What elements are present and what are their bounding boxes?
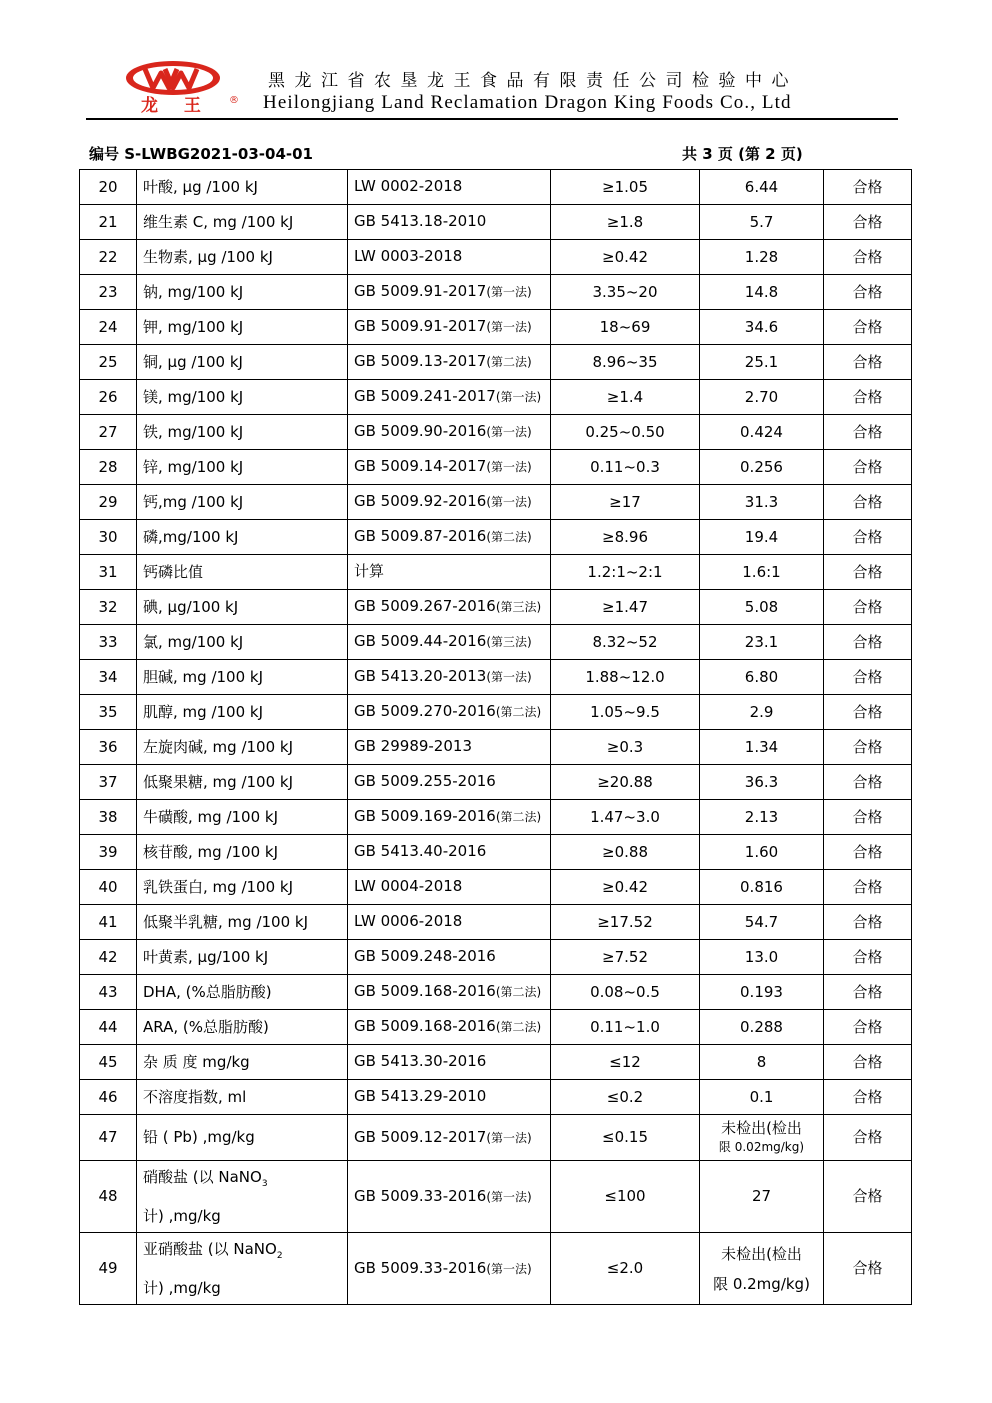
row-number: 25 [80,345,137,380]
test-result: 27 [700,1161,824,1233]
test-result: 31.3 [700,485,824,520]
result-main: 未检出(检出 [721,1118,802,1137]
method-code: GB 5009.14-2017 [354,457,487,475]
conclusion: 合格 [824,835,912,870]
method-code: GB 5009.255-2016 [354,772,496,790]
row-number: 44 [80,1010,137,1045]
row-number: 39 [80,835,137,870]
table-row [80,660,912,695]
test-method [348,1010,551,1045]
row-number: 46 [80,1080,137,1115]
method-note: (第一法) [486,425,532,439]
row-number: 29 [80,485,137,520]
method-code: GB 5413.20-2013 [354,667,487,685]
row-number: 30 [80,520,137,555]
row-number: 21 [80,205,137,240]
method-code: GB 5413.30-2016 [354,1052,487,1070]
table-row [80,1080,912,1115]
table-row [80,205,912,240]
test-item: 叶黄素, μg/100 kJ [137,940,348,975]
test-method [348,870,551,905]
test-item: 叶酸, μg /100 kJ [137,170,348,205]
method-note: (第一法) [486,285,532,299]
test-item: 胆碱, mg /100 kJ [137,660,348,695]
method-code: GB 5009.33-2016 [354,1186,487,1205]
table-row [80,485,912,520]
test-method [348,205,551,240]
method-code: GB 5009.44-2016 [354,632,487,650]
test-method [348,625,551,660]
row-number: 23 [80,275,137,310]
method-note: (第二法) [495,985,542,999]
standard-value: ≥1.8 [551,205,700,240]
test-result: 14.8 [700,275,824,310]
item-line2: 计) ,mg/kg [143,1279,221,1297]
method-note: (第一法) [486,1130,532,1145]
test-item [137,1233,348,1305]
row-number: 27 [80,415,137,450]
standard-value: ≥0.42 [551,870,700,905]
test-method [348,310,551,345]
standard-value: 8.96~35 [551,345,700,380]
table-row [80,1161,912,1233]
table-row [80,835,912,870]
standard-value: ≤12 [551,1045,700,1080]
test-result: 0.816 [700,870,824,905]
conclusion: 合格 [824,170,912,205]
test-item: DHA, (%总脂肪酸) [137,975,348,1010]
header-divider [86,118,898,120]
table-row [80,310,912,345]
test-item: 铅 ( Pb) ,mg/kg [137,1115,348,1161]
item-line1: 亚硝酸盐 (以 NaNO [143,1240,277,1258]
standard-value: 3.35~20 [551,275,700,310]
conclusion: 合格 [824,975,912,1010]
standard-value: 8.32~52 [551,625,700,660]
test-item: 不溶度指数, ml [137,1080,348,1115]
test-item: 铜, μg /100 kJ [137,345,348,380]
conclusion: 合格 [824,345,912,380]
table-row [80,415,912,450]
standard-value: ≤100 [551,1161,700,1233]
method-code: 计算 [354,562,385,580]
standard-value: 0.11~0.3 [551,450,700,485]
test-method [348,905,551,940]
standard-value: 0.11~1.0 [551,1010,700,1045]
test-item: 镁, mg/100 kJ [137,380,348,415]
conclusion: 合格 [824,415,912,450]
test-item: 左旋肉碱, mg /100 kJ [137,730,348,765]
method-code: GB 5009.12-2017 [354,1127,487,1146]
test-method [348,590,551,625]
test-result: 1.60 [700,835,824,870]
item-subscript: 3 [261,1179,268,1189]
method-note: (第一法) [486,1261,532,1276]
conclusion: 合格 [824,625,912,660]
standard-value: 1.88~12.0 [551,660,700,695]
test-method [348,695,551,730]
standard-value: ≥0.88 [551,835,700,870]
conclusion: 合格 [824,660,912,695]
table-row [80,240,912,275]
table-row [80,765,912,800]
test-result [700,1233,824,1305]
conclusion: 合格 [824,1161,912,1233]
test-result: 1.6:1 [700,555,824,590]
standard-value: ≥1.4 [551,380,700,415]
conclusion: 合格 [824,1115,912,1161]
test-method [348,660,551,695]
test-result [700,1115,824,1161]
row-number: 49 [80,1233,137,1305]
standard-value: 1.2:1~2:1 [551,555,700,590]
conclusion: 合格 [824,765,912,800]
test-result: 34.6 [700,310,824,345]
test-result: 0.193 [700,975,824,1010]
method-code: GB 5009.267-2016 [354,597,496,615]
results-table [79,169,912,1305]
method-note: (第一法) [495,390,542,404]
row-number: 26 [80,380,137,415]
item-subscript: 2 [276,1251,283,1261]
method-note: (第二法) [486,530,532,544]
page-info: 共 3 页 (第 2 页) [682,145,803,163]
test-item: 生物素, μg /100 kJ [137,240,348,275]
table-row [80,1010,912,1045]
standard-value: ≤2.0 [551,1233,700,1305]
method-code: LW 0003-2018 [354,247,463,265]
table-row [80,1115,912,1161]
test-item: 核苷酸, mg /100 kJ [137,835,348,870]
method-code: LW 0004-2018 [354,877,463,895]
test-result: 0.256 [700,450,824,485]
table-row [80,695,912,730]
conclusion: 合格 [824,450,912,485]
conclusion: 合格 [824,870,912,905]
method-code: GB 5009.248-2016 [354,947,496,965]
test-method [348,730,551,765]
standard-value: 0.08~0.5 [551,975,700,1010]
test-method [348,520,551,555]
method-note: (第一法) [486,1189,532,1204]
standard-value: ≤0.15 [551,1115,700,1161]
test-result: 0.1 [700,1080,824,1115]
test-method [348,555,551,590]
test-method [348,380,551,415]
row-number: 40 [80,870,137,905]
method-code: GB 5413.40-2016 [354,842,487,860]
row-number: 37 [80,765,137,800]
method-code: GB 5413.18-2010 [354,212,487,230]
conclusion: 合格 [824,940,912,975]
test-result: 6.80 [700,660,824,695]
standard-value: ≥0.42 [551,240,700,275]
test-item: 肌醇, mg /100 kJ [137,695,348,730]
conclusion: 合格 [824,275,912,310]
standard-value: 1.47~3.0 [551,800,700,835]
method-code: GB 5413.29-2010 [354,1087,487,1105]
item-line1: 硝酸盐 (以 NaNO [143,1168,262,1186]
table-row [80,1045,912,1080]
test-item: 维生素 C, mg /100 kJ [137,205,348,240]
results-table-body [80,170,912,1305]
standard-value: ≥1.47 [551,590,700,625]
svg-text:®: ® [229,95,239,106]
test-method [348,275,551,310]
method-note: (第二法) [495,705,542,719]
test-item: 杂 质 度 mg/kg [137,1045,348,1080]
test-item: 磷,mg/100 kJ [137,520,348,555]
conclusion: 合格 [824,1233,912,1305]
test-result: 8 [700,1045,824,1080]
test-result: 23.1 [700,625,824,660]
company-name-english: Heilongjiang Land Reclamation Dragon King Foods Co., Ltd [263,92,792,113]
test-result: 1.34 [700,730,824,765]
conclusion: 合格 [824,555,912,590]
standard-value: ≥1.05 [551,170,700,205]
row-number: 31 [80,555,137,590]
report-number: 编号 S-LWBG2021-03-04-01 [89,145,313,163]
conclusion: 合格 [824,205,912,240]
test-method [348,1115,551,1161]
method-note: (第三法) [486,635,532,649]
method-note: (第一法) [486,670,532,684]
row-number: 33 [80,625,137,660]
conclusion: 合格 [824,520,912,555]
test-result: 2.9 [700,695,824,730]
method-code: GB 5009.13-2017 [354,352,487,370]
test-method [348,940,551,975]
test-method [348,415,551,450]
test-result: 54.7 [700,905,824,940]
test-result: 6.44 [700,170,824,205]
table-row [80,975,912,1010]
test-result: 0.288 [700,1010,824,1045]
result-main: 未检出(检出 [721,1244,802,1263]
test-method [348,1161,551,1233]
test-item: 牛磺酸, mg /100 kJ [137,800,348,835]
test-method [348,345,551,380]
test-item: 氯, mg/100 kJ [137,625,348,660]
test-item: 低聚果糖, mg /100 kJ [137,765,348,800]
test-method [348,450,551,485]
row-number: 36 [80,730,137,765]
row-number: 45 [80,1045,137,1080]
table-row [80,450,912,485]
test-method [348,240,551,275]
test-method [348,1080,551,1115]
row-number: 43 [80,975,137,1010]
table-row [80,380,912,415]
method-note: (第三法) [495,600,542,614]
method-note: (第一法) [486,460,532,474]
test-result: 19.4 [700,520,824,555]
row-number: 41 [80,905,137,940]
test-result: 13.0 [700,940,824,975]
method-code: GB 5009.33-2016 [354,1258,487,1277]
table-row [80,625,912,660]
row-number: 34 [80,660,137,695]
standard-value: 0.25~0.50 [551,415,700,450]
row-number: 48 [80,1161,137,1233]
conclusion: 合格 [824,695,912,730]
row-number: 35 [80,695,137,730]
test-result: 36.3 [700,765,824,800]
company-name-chinese: 黑龙江省农垦龙王食品有限责任公司检验中心 [268,71,798,91]
method-code: GB 5009.168-2016 [354,1017,496,1035]
conclusion: 合格 [824,310,912,345]
method-code: GB 29989-2013 [354,737,472,755]
row-number: 38 [80,800,137,835]
standard-value: ≥8.96 [551,520,700,555]
conclusion: 合格 [824,485,912,520]
svg-text:龙 王: 龙 王 [141,96,211,115]
method-code: GB 5009.91-2017 [354,282,487,300]
method-code: GB 5009.92-2016 [354,492,487,510]
test-item: 钾, mg/100 kJ [137,310,348,345]
test-result: 2.13 [700,800,824,835]
row-number: 22 [80,240,137,275]
method-code: LW 0006-2018 [354,912,463,930]
company-logo [121,59,247,115]
standard-value: ≥20.88 [551,765,700,800]
table-row [80,940,912,975]
conclusion: 合格 [824,1045,912,1080]
conclusion: 合格 [824,380,912,415]
row-number: 24 [80,310,137,345]
test-method [348,800,551,835]
test-result: 5.08 [700,590,824,625]
conclusion: 合格 [824,800,912,835]
conclusion: 合格 [824,1080,912,1115]
method-code: GB 5009.169-2016 [354,807,496,825]
standard-value: ≥17.52 [551,905,700,940]
test-method [348,765,551,800]
test-item: 钙,mg /100 kJ [137,485,348,520]
logo-emblem [121,59,247,115]
method-code: GB 5009.241-2017 [354,387,496,405]
test-result: 25.1 [700,345,824,380]
table-row [80,345,912,380]
row-number: 47 [80,1115,137,1161]
standard-value: 18~69 [551,310,700,345]
test-item: 低聚半乳糖, mg /100 kJ [137,905,348,940]
result-detection-limit: 限 0.2mg/kg) [713,1274,810,1293]
method-note: (第二法) [495,1020,542,1034]
table-row [80,1233,912,1305]
table-row [80,870,912,905]
method-code: GB 5009.90-2016 [354,422,487,440]
row-number: 20 [80,170,137,205]
test-method [348,485,551,520]
conclusion: 合格 [824,730,912,765]
row-number: 32 [80,590,137,625]
method-note: (第一法) [486,495,532,509]
method-note: (第二法) [495,810,542,824]
test-item [137,1161,348,1233]
method-code: GB 5009.168-2016 [354,982,496,1000]
row-number: 28 [80,450,137,485]
standard-value: 1.05~9.5 [551,695,700,730]
method-code: GB 5009.91-2017 [354,317,487,335]
test-method [348,975,551,1010]
item-line2: 计) ,mg/kg [143,1207,221,1225]
method-code: GB 5009.270-2016 [354,702,496,720]
conclusion: 合格 [824,590,912,625]
table-row [80,730,912,765]
conclusion: 合格 [824,905,912,940]
test-item: 钠, mg/100 kJ [137,275,348,310]
conclusion: 合格 [824,1010,912,1045]
table-row [80,275,912,310]
test-result: 2.70 [700,380,824,415]
table-row [80,520,912,555]
test-result: 5.7 [700,205,824,240]
test-item: 钙磷比值 [137,555,348,590]
test-result: 1.28 [700,240,824,275]
test-item: 锌, mg/100 kJ [137,450,348,485]
table-row [80,590,912,625]
test-item: ARA, (%总脂肪酸) [137,1010,348,1045]
standard-value: ≥0.3 [551,730,700,765]
method-note: (第一法) [486,320,532,334]
table-row [80,905,912,940]
test-result: 0.424 [700,415,824,450]
test-method [348,1045,551,1080]
conclusion: 合格 [824,240,912,275]
result-detection-limit: 限 0.02mg/kg) [718,1139,805,1154]
test-item: 铁, mg/100 kJ [137,415,348,450]
test-method [348,170,551,205]
test-method [348,835,551,870]
table-row [80,170,912,205]
method-code: GB 5009.87-2016 [354,527,487,545]
table-row [80,800,912,835]
row-number: 42 [80,940,137,975]
test-item: 碘, μg/100 kJ [137,590,348,625]
test-item: 乳铁蛋白, mg /100 kJ [137,870,348,905]
standard-value: ≥7.52 [551,940,700,975]
method-note: (第二法) [486,355,532,369]
table-row [80,555,912,590]
standard-value: ≥17 [551,485,700,520]
method-code: LW 0002-2018 [354,177,463,195]
standard-value: ≤0.2 [551,1080,700,1115]
test-method [348,1233,551,1305]
